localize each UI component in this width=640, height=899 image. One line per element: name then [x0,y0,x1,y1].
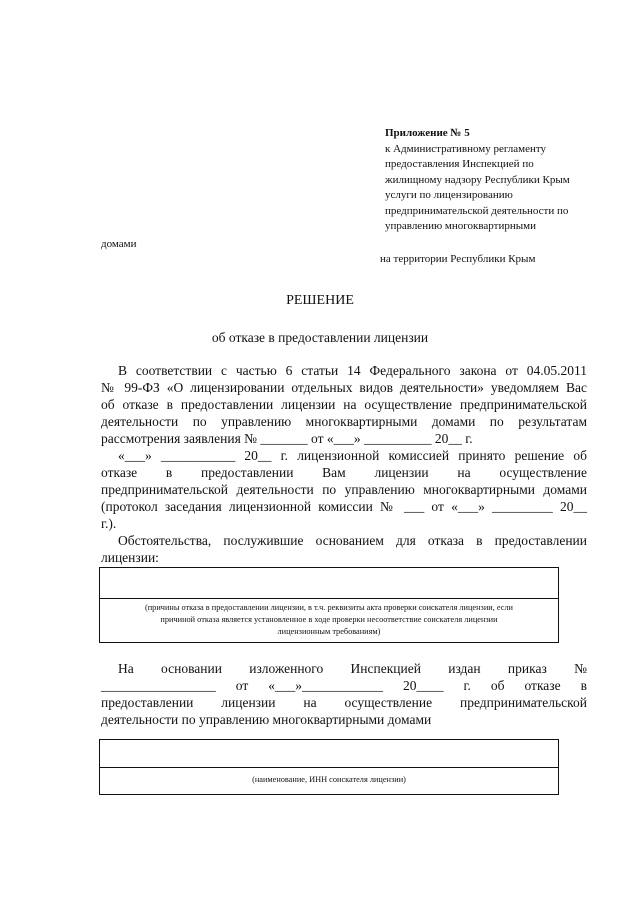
paragraph-line: Обстоятельства, послужившие основанием для отказа в предоставлении [118,533,587,548]
annex-line: предоставления Инспекцией по [385,158,534,170]
caption-line: (причины отказа в предоставлении лицензии, в т.ч. реквизиты акта проверки соискателя лицензии, если [144,603,514,612]
paragraph-line: г.). [101,516,117,531]
paragraph-line: рассмотрения заявления № _______ от «___» __________ 20__ г. [101,431,473,446]
annex-domami: домами [101,238,137,250]
reasons-caption [100,602,558,638]
annex-territory: на территории Республики Крым [380,253,536,265]
field-divider [100,767,558,768]
paragraph-line: _________________ от «___»____________ 20____ г. об отказе в [101,678,587,693]
paragraph-line: отказе в предоставлении Вам лицензии на осуществление [101,465,587,480]
caption-line: лицензионным требованиям) [277,627,381,636]
paragraph-line: (протокол заседания лицензионной комиссии № ___ от «___» _________ 20__ [101,499,587,514]
annex-line: услуги по лицензированию [385,189,513,201]
paragraph-line: деятельности по управлению многоквартирными домами [101,712,432,727]
paragraph-line: № 99-ФЗ «О лицензировании отдельных видов деятельности» уведомляем Вас [101,380,587,395]
field-divider [100,598,558,599]
paragraph-line: деятельности по управлению многоквартирными домами по результатам [101,414,587,429]
annex-line: жилищному надзору Республики Крым [385,173,570,186]
applicant-field[interactable] [99,739,559,795]
document-title: РЕШЕНИЕ [286,293,354,308]
caption-line: причиной отказа является установленное в ходе проверки несоответствие соискателя лицензии [160,615,498,624]
applicant-caption: (наименование, ИНН соискателя лицензии) [252,775,406,784]
paragraph-line: лицензии: [101,550,159,565]
paragraph-line: «___» ___________ 20__ г. лицензионной комиссией принято решение об [118,448,587,463]
annex-block [385,126,615,235]
annex-heading: Приложение № 5 [385,127,470,139]
reasons-field[interactable] [99,567,559,643]
annex-line: предпринимательской деятельности по [385,204,569,217]
document-body-order [101,660,587,728]
paragraph-line: предпринимательской деятельности по управлению многоквартирными домами [101,482,587,497]
annex-line: к Административному регламенту [385,142,547,155]
annex-line: управлению многоквартирными [385,220,536,232]
document-body [101,362,587,566]
document-subtitle: об отказе в предоставлении лицензии [211,330,429,345]
paragraph-line: В соответствии с частью 6 статьи 14 Федерального закона от 04.05.2011 [118,363,587,378]
paragraph-line: об отказе в предоставлении лицензии на осуществление предпринимательской [101,397,587,412]
paragraph-line: На основании изложенного Инспекцией издан приказ № [118,661,587,676]
paragraph-line: предоставлении лицензии на осуществление предпринимательской [101,695,587,710]
